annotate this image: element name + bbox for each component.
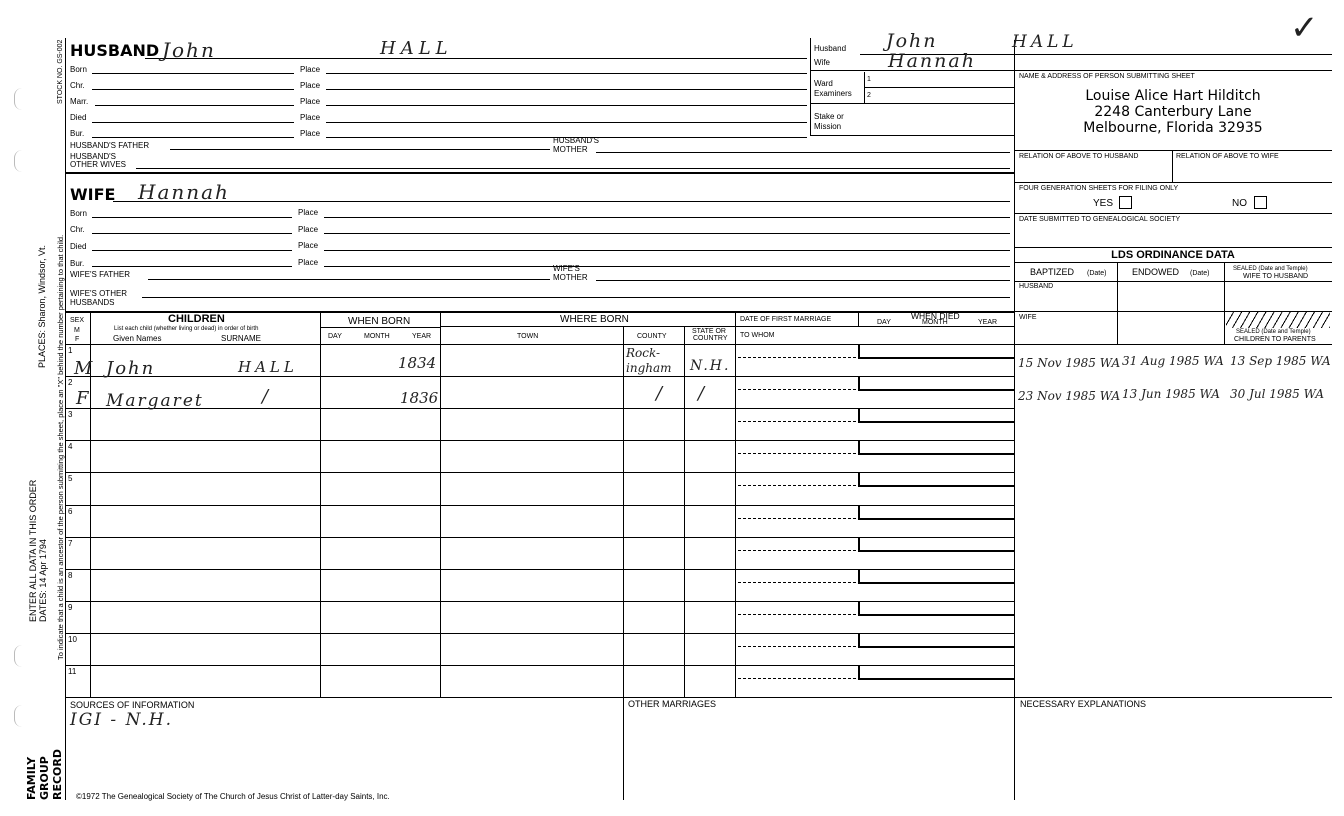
died-bracket — [858, 537, 1014, 552]
wife-given-name[interactable]: Hannah — [138, 180, 230, 204]
four-gen-label: FOUR GENERATION SHEETS FOR FILING ONLY — [1019, 185, 1179, 192]
born-month-header: MONTH — [364, 333, 390, 340]
row-number: 6 — [68, 507, 73, 516]
husband-given-name[interactable]: John — [162, 38, 216, 62]
row-number: 3 — [68, 410, 73, 419]
surname-header: SURNAME — [221, 334, 262, 343]
child-1-baptized[interactable]: 15 Nov 1985 WA — [1018, 356, 1121, 370]
no-checkbox[interactable] — [1254, 196, 1267, 209]
sex-m: M — [74, 327, 80, 334]
child-2-county[interactable]: / — [656, 383, 665, 404]
dates-example: DATES: 14 Apr 1794 — [38, 539, 48, 622]
wife-father-label: WIFE'S FATHER — [70, 270, 131, 279]
examiners-label: Examiners — [814, 89, 852, 98]
to-whom-line — [738, 646, 856, 647]
row-number: 10 — [68, 635, 77, 644]
endowed-date-label: (Date) — [1190, 270, 1210, 277]
died-year-header: YEAR — [978, 319, 998, 326]
died-month-header: MONTH — [922, 319, 948, 326]
died-bracket — [858, 408, 1014, 423]
sources-value[interactable]: IGI - N.H. — [70, 710, 173, 730]
child-1-sex[interactable]: M — [74, 358, 95, 379]
child-1-sealed[interactable]: 13 Sep 1985 WA — [1230, 354, 1331, 368]
husband-bur-label: Bur. — [70, 129, 85, 138]
explanations-label: NECESSARY EXPLANATIONS — [1020, 699, 1147, 709]
husband-surname[interactable]: HALL — [380, 38, 453, 59]
row-number: 1 — [68, 346, 73, 355]
stake-label-2: Mission — [814, 122, 842, 131]
record-title-line-3: RECORD — [51, 748, 64, 800]
sex-f: F — [75, 336, 80, 343]
row-number: 8 — [68, 571, 73, 580]
state-header-2: COUNTRY — [693, 335, 728, 342]
to-whom-line — [738, 453, 856, 454]
to-whom-line — [738, 582, 856, 583]
to-whom-line — [738, 518, 856, 519]
state-header-1: STATE OR — [692, 328, 726, 335]
husband-born-place-label: Place — [300, 65, 321, 74]
endowed-label: ENDOWED — [1132, 267, 1179, 277]
enter-order-note: ENTER ALL DATA IN THIS ORDER — [28, 479, 38, 622]
wife-died-place-label: Place — [298, 241, 319, 250]
yes-label: YES — [1093, 198, 1114, 209]
wife-born-place-label: Place — [298, 208, 319, 217]
hatched-sealed-cell — [1226, 312, 1330, 328]
died-bracket — [858, 633, 1014, 648]
header-wife-given[interactable]: Hannah — [888, 50, 976, 72]
row-number: 4 — [68, 442, 73, 451]
row-number: 5 — [68, 474, 73, 483]
row-number: 11 — [68, 667, 77, 676]
header-husband-given[interactable]: John — [886, 30, 938, 52]
baptized-date-label: (Date) — [1087, 270, 1107, 277]
wife-born-label: Born — [70, 209, 87, 218]
lds-husband-row: HUSBAND — [1019, 283, 1054, 290]
to-whom-line — [738, 389, 856, 390]
husband-bur-place-label: Place — [300, 129, 321, 138]
died-bracket — [858, 376, 1014, 391]
ward-label: Ward — [814, 79, 833, 88]
punch-hole-1 — [14, 88, 23, 110]
to-whom-line — [738, 614, 856, 615]
first-marriage-header: DATE OF FIRST MARRIAGE — [740, 316, 832, 323]
to-whom-line — [738, 550, 856, 551]
county-header: COUNTY — [637, 333, 667, 340]
relation-wife-label: RELATION OF ABOVE TO WIFE — [1176, 153, 1279, 160]
wife-chr-label: Chr. — [70, 225, 85, 234]
died-day-header: DAY — [877, 319, 891, 326]
examiner-1: 1 — [867, 76, 871, 83]
to-whom-line — [738, 357, 856, 358]
died-bracket — [858, 601, 1014, 616]
date-submitted-label: DATE SUBMITTED TO GENEALOGICAL SOCIETY — [1019, 216, 1181, 223]
wife-bur-label: Bur. — [70, 259, 85, 268]
row-number: 9 — [68, 603, 73, 612]
child-2-sex[interactable]: F — [76, 388, 91, 409]
wife-label: WIFE — [70, 185, 116, 204]
died-bracket — [858, 665, 1014, 680]
child-1-given[interactable]: John — [106, 358, 156, 379]
wife-bur-place-label: Place — [298, 258, 319, 267]
wife-other-husbands-label-1: WIFE'S OTHER — [70, 289, 128, 298]
other-marriages-label: OTHER MARRIAGES — [628, 699, 717, 709]
husband-other-wives-label-2: OTHER WIVES — [70, 160, 127, 169]
lds-title: LDS ORDINANCE DATA — [1111, 249, 1235, 261]
born-day-header: DAY — [328, 333, 342, 340]
died-bracket — [858, 472, 1014, 487]
record-title-line-1: FAMILY — [25, 756, 38, 800]
places-note: PLACES: Sharon, Windsor, Vt. — [37, 244, 47, 368]
header-husband-surname[interactable]: HALL — [1012, 32, 1078, 52]
child-2-surname[interactable]: / — [262, 386, 271, 407]
husband-marr-label: Marr. — [70, 97, 89, 106]
child-1-year[interactable]: 1834 — [398, 354, 437, 372]
examiner-2: 2 — [867, 92, 871, 99]
stake-label-1: Stake or — [814, 112, 844, 121]
punch-hole-4 — [14, 705, 23, 727]
child-2-baptized[interactable]: 23 Nov 1985 WA — [1018, 389, 1121, 403]
child-1-state[interactable]: N.H. — [690, 358, 731, 374]
wife-mother-label-2: MOTHER — [553, 273, 588, 282]
sealed-wh-label-2: WIFE TO HUSBAND — [1243, 273, 1309, 280]
center-divider — [810, 38, 811, 135]
husband-chr-place-label: Place — [300, 81, 321, 90]
husband-mother-label-1: HUSBAND'S — [553, 136, 599, 145]
no-label: NO — [1232, 198, 1247, 209]
to-whom-line — [738, 485, 856, 486]
header-wife-label: Wife — [814, 58, 830, 67]
to-whom-line — [738, 421, 856, 422]
wife-died-label: Died — [70, 242, 87, 251]
sealed-wh-label-1: SEALED (Date and Temple) — [1233, 266, 1308, 272]
yes-checkbox[interactable] — [1119, 196, 1132, 209]
submitter-street: 2248 Canterbury Lane — [1094, 104, 1252, 120]
husband-died-place-label: Place — [300, 113, 321, 122]
sources-label: SOURCES OF INFORMATION — [70, 700, 195, 710]
died-bracket — [858, 440, 1014, 455]
submitter-name: Louise Alice Hart Hilditch — [1085, 88, 1261, 104]
children-list-note: List each child (whether living or dead) in order of birth — [114, 326, 259, 332]
stock-number: STOCK NO. GS-002 — [57, 39, 64, 104]
punch-hole-3 — [14, 645, 23, 667]
children-title: CHILDREN — [168, 313, 225, 325]
husband-chr-label: Chr. — [70, 81, 85, 90]
child-2-state[interactable]: / — [698, 383, 707, 404]
when-died-header: WHEN DIED — [911, 311, 960, 321]
right-divider — [1014, 40, 1015, 800]
child-2-endowed[interactable]: 13 Jun 1985 WA — [1122, 387, 1220, 401]
left-frame — [65, 38, 66, 800]
check-mark: ✓ — [1290, 8, 1321, 48]
baptized-label: BAPTIZED — [1030, 267, 1075, 277]
to-whom-header: TO WHOM — [740, 332, 775, 339]
punch-hole-2 — [14, 150, 23, 172]
submitter-city: Melbourne, Florida 32935 — [1083, 120, 1263, 136]
died-bracket — [858, 344, 1014, 359]
record-title-line-2: GROUP — [38, 756, 51, 800]
husband-mother-label-2: MOTHER — [553, 145, 588, 154]
sex-header: SEX — [70, 317, 85, 324]
copyright-text: ©1972 The Genealogical Society of The Church of Jesus Christ of Latter-day Saints, Inc. — [76, 792, 390, 801]
where-born-header: WHERE BORN — [560, 314, 629, 325]
child-2-given[interactable]: Margaret — [106, 391, 204, 411]
submitter-label: NAME & ADDRESS OF PERSON SUBMITTING SHEET — [1019, 73, 1195, 80]
husband-father-label: HUSBAND'S FATHER — [70, 141, 150, 150]
wife-mother-label-1: WIFE'S — [553, 264, 580, 273]
husband-died-label: Died — [70, 113, 87, 122]
row-number: 7 — [68, 539, 73, 548]
town-header: TOWN — [517, 333, 539, 340]
child-1-surname[interactable]: HALL — [238, 358, 298, 376]
died-bracket — [858, 569, 1014, 584]
relation-husband-label: RELATION OF ABOVE TO HUSBAND — [1019, 153, 1139, 160]
row-number: 2 — [68, 378, 73, 387]
husband-born-label: Born — [70, 65, 87, 74]
died-bracket — [858, 505, 1014, 520]
child-2-year[interactable]: 1836 — [400, 389, 439, 407]
when-born-header: WHEN BORN — [348, 316, 411, 327]
husband-marr-place-label: Place — [300, 97, 321, 106]
born-year-header: YEAR — [412, 333, 432, 340]
given-names-header: Given Names — [113, 334, 162, 343]
wife-other-husbands-label-2: HUSBANDS — [70, 298, 115, 307]
to-whom-line — [738, 678, 856, 679]
husband-other-wives-label-1: HUSBAND'S — [70, 152, 116, 161]
wife-chr-place-label: Place — [298, 225, 319, 234]
child-1-endowed[interactable]: 31 Aug 1985 WA — [1122, 354, 1224, 368]
child-1-county[interactable]: Rock-ingham — [626, 346, 672, 375]
header-husband-label: Husband — [814, 44, 847, 53]
husband-label: HUSBAND — [70, 41, 160, 60]
ancestor-instruction: To indicate that a child is an ancestor of the person submitting the sheet, place an "X" behind the number pertaining to that child. — [56, 234, 65, 660]
child-2-sealed[interactable]: 30 Jul 1985 WA — [1230, 387, 1325, 401]
sealed-cp-label-2: CHILDREN TO PARENTS — [1234, 336, 1316, 343]
lds-wife-row: WIFE — [1019, 314, 1037, 321]
sealed-cp-label-1: SEALED (Date and Temple) — [1236, 329, 1311, 335]
